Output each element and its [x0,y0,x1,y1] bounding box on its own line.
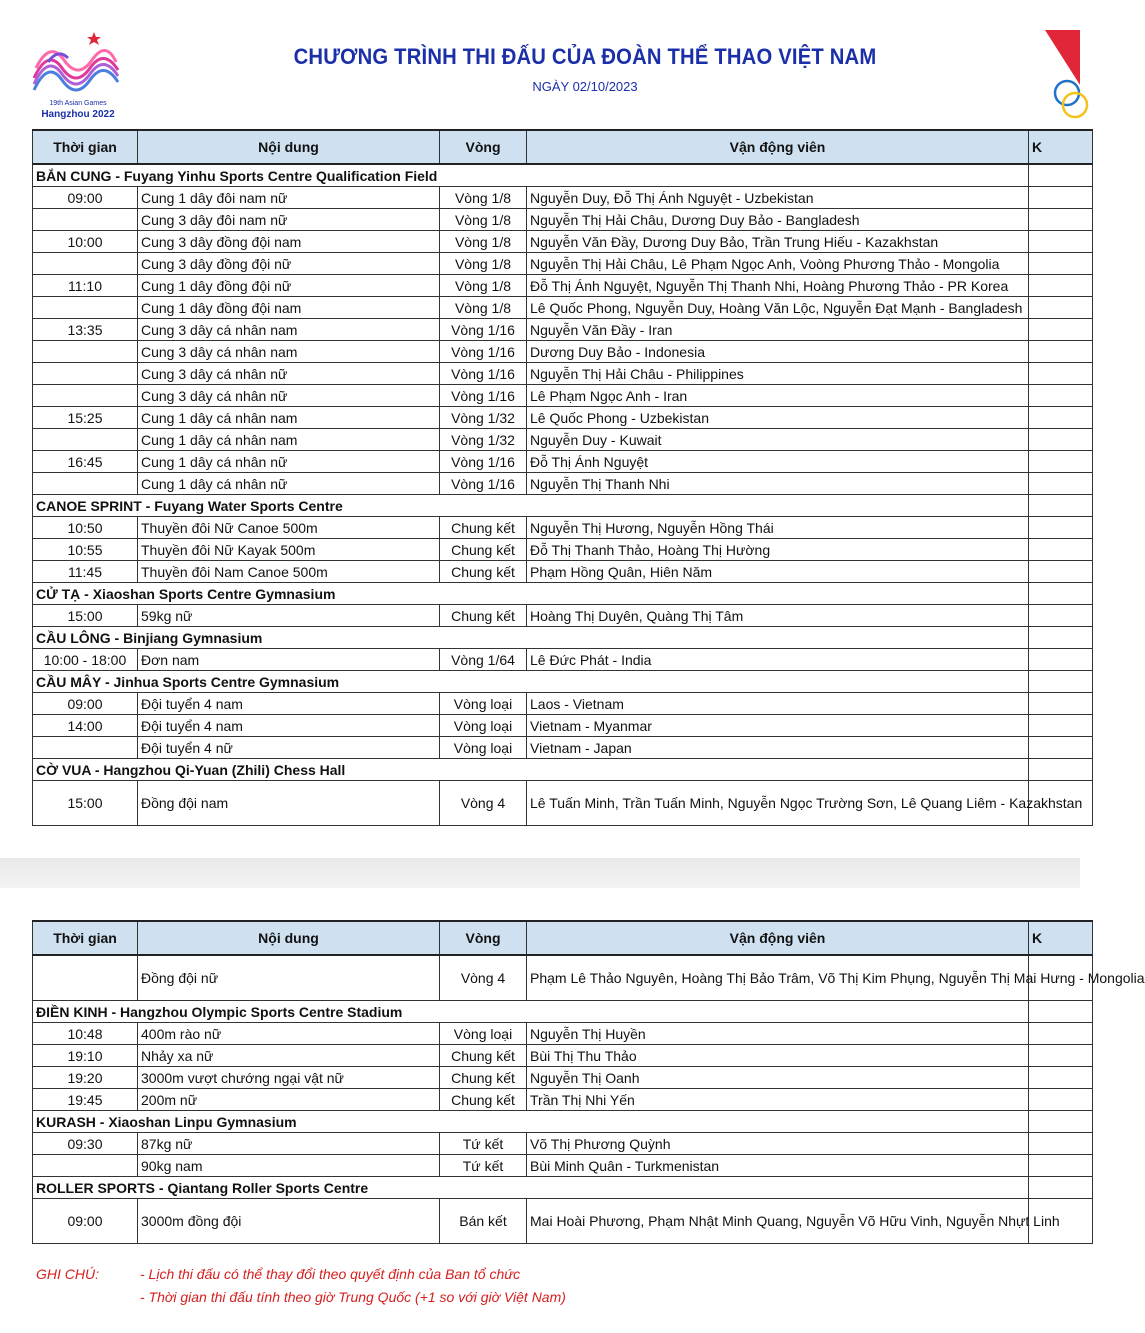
round-cell: Vòng 1/16 [440,341,527,363]
section-title: BẮN CUNG - Fuyang Yinhu Sports Centre Qualification Field [33,164,1029,187]
athletes-cell: Nguyễn Thị Hương, Nguyễn Hồng Thái [527,517,1029,539]
olympic-committee-logo [1045,25,1080,125]
table-row [33,451,1093,473]
k-cell [1029,253,1093,275]
round-cell: Vòng 1/8 [440,275,527,297]
event-cell: Đơn nam [138,649,440,671]
k-cell [1029,275,1093,297]
table-row [33,407,1093,429]
k-cell [1029,1155,1093,1177]
k-cell [1029,583,1093,605]
round-cell: Tứ kết [440,1155,527,1177]
event-cell: 400m rào nữ [138,1023,440,1045]
event-cell: 3000m đồng đội [138,1199,440,1244]
athletes-cell: Lê Đức Phát - India [527,649,1029,671]
event-cell: Cung 3 dây đồng đội nữ [138,253,440,275]
header-event: Nội dung [138,130,440,164]
athletes-cell: Laos - Vietnam [527,693,1029,715]
athletes-cell: Trần Thị Nhi Yến [527,1089,1029,1111]
round-cell: Vòng 1/8 [440,209,527,231]
k-cell [1029,1023,1093,1045]
time-cell [33,385,138,407]
table-row [33,1067,1093,1089]
round-cell: Chung kết [440,539,527,561]
athletes-cell: Nguyễn Thị Hải Châu - Philippines [527,363,1029,385]
event-cell: 87kg nữ [138,1133,440,1155]
page-date: NGÀY 02/10/2023 [532,79,638,94]
event-cell: Cung 3 dây cá nhân nữ [138,385,440,407]
time-cell: 09:00 [33,187,138,209]
k-cell [1029,517,1093,539]
k-cell [1029,1177,1093,1199]
time-cell: 10:48 [33,1023,138,1045]
round-cell: Vòng 1/64 [440,649,527,671]
event-cell: Cung 1 dây cá nhân nam [138,429,440,451]
k-cell [1029,1133,1093,1155]
round-cell: Vòng 4 [440,955,527,1001]
time-cell [33,737,138,759]
time-cell [33,429,138,451]
page-title: CHƯƠNG TRÌNH THI ĐẤU CỦA ĐOÀN THỂ THAO VIỆT NAM [293,44,877,69]
k-cell [1029,561,1093,583]
k-cell [1029,187,1093,209]
event-cell: Cung 1 dây cá nhân nữ [138,451,440,473]
athletes-cell: Lê Tuấn Minh, Trần Tuấn Minh, Nguyễn Ngọc Trường Sơn, Lê Quang Liêm - Kazakhstan [527,781,1029,826]
time-cell: 11:45 [33,561,138,583]
header-round: Vòng [440,130,527,164]
time-cell: 15:25 [33,407,138,429]
section-title: ROLLER SPORTS - Qiantang Roller Sports Centre [33,1177,1029,1199]
k-cell [1029,715,1093,737]
time-cell: 14:00 [33,715,138,737]
header-time: Thời gian [33,921,138,955]
schedule-table-1 [32,129,1093,826]
note-line-2: - Thời gian thi đấu tính theo giờ Trung Quốc (+1 so với giờ Việt Nam) [140,1289,566,1305]
section-row [33,1111,1093,1133]
athletes-cell: Mai Hoài Phương, Phạm Nhật Minh Quang, Nguyễn Võ Hữu Vinh, Nguyễn Nhựt Linh [527,1199,1029,1244]
table-row [33,209,1093,231]
athletes-cell: Nguyễn Thị Oanh [527,1067,1029,1089]
table-header [33,130,1093,164]
time-cell [33,253,138,275]
event-cell: 3000m vượt chướng ngại vật nữ [138,1067,440,1089]
round-cell: Vòng 1/16 [440,363,527,385]
header-round: Vòng [440,921,527,955]
header-time: Thời gian [33,130,138,164]
round-cell: Vòng 1/8 [440,253,527,275]
event-cell: Cung 3 dây cá nhân nam [138,341,440,363]
table-row [33,363,1093,385]
time-cell: 19:10 [33,1045,138,1067]
table-row [33,605,1093,627]
k-cell [1029,407,1093,429]
k-cell [1029,451,1093,473]
athletes-cell: Lê Quốc Phong - Uzbekistan [527,407,1029,429]
table-row [33,385,1093,407]
k-cell [1029,473,1093,495]
section-title: CẦU LÔNG - Binjiang Gymnasium [33,627,1029,649]
section-row [33,495,1093,517]
athletes-cell: Đỗ Thị Thanh Thảo, Hoàng Thị Hường [527,539,1029,561]
section-title: CỜ VUA - Hangzhou Qi-Yuan (Zhili) Chess Hall [33,759,1029,781]
round-cell: Chung kết [440,561,527,583]
event-cell: Cung 3 dây cá nhân nam [138,319,440,341]
athletes-cell: Võ Thị Phương Quỳnh [527,1133,1029,1155]
section-title: KURASH - Xiaoshan Linpu Gymnasium [33,1111,1029,1133]
note-line-1: - Lịch thi đấu có thể thay đổi theo quyết định của Ban tổ chức [140,1266,521,1282]
schedule-table-2 [32,920,1145,1244]
k-cell [1029,341,1093,363]
logo-small-text: 19th Asian Games [49,100,107,107]
section-row [33,1177,1093,1199]
k-cell [1029,1111,1093,1133]
table-row [33,1045,1093,1067]
table-row [33,781,1093,826]
round-cell: Vòng 1/32 [440,429,527,451]
round-cell: Vòng 1/8 [440,297,527,319]
k-cell [1029,297,1093,319]
round-cell: Vòng loại [440,715,527,737]
time-cell: 10:00 - 18:00 [33,649,138,671]
table-row [33,737,1093,759]
section-row [33,583,1093,605]
athletes-cell: Nguyễn Thị Huyền [527,1023,1029,1045]
athletes-cell: Vietnam - Japan [527,737,1029,759]
k-cell [1029,759,1093,781]
section-row [33,759,1093,781]
k-cell [1029,429,1093,451]
table-row [33,187,1093,209]
table-row [33,341,1093,363]
event-cell: Đội tuyển 4 nam [138,715,440,737]
round-cell: Vòng 1/8 [440,187,527,209]
k-cell [1029,693,1093,715]
section-row [33,164,1093,187]
event-cell: Cung 1 dây đồng đội nam [138,297,440,319]
section-title: CANOE SPRINT - Fuyang Water Sports Centre [33,495,1029,517]
time-cell: 19:45 [33,1089,138,1111]
athletes-cell: Lê Quốc Phong, Nguyễn Duy, Hoàng Văn Lộc, Nguyễn Đạt Mạnh - Bangladesh [527,297,1029,319]
athletes-cell: Nguyễn Duy - Kuwait [527,429,1029,451]
time-cell [33,209,138,231]
table-row [33,275,1093,297]
round-cell: Vòng 4 [440,781,527,826]
header-athletes: Vận động viên [527,130,1029,164]
table-row [33,319,1093,341]
round-cell: Chung kết [440,517,527,539]
k-cell [1029,649,1093,671]
section-title: CẦU MÂY - Jinhua Sports Centre Gymnasium [33,671,1029,693]
k-cell [1029,231,1093,253]
page-separator [0,858,1080,888]
athletes-cell: Vietnam - Myanmar [527,715,1029,737]
round-cell: Chung kết [440,1067,527,1089]
round-cell: Chung kết [440,1045,527,1067]
k-cell [1029,363,1093,385]
table-row [33,1133,1093,1155]
time-cell: 10:00 [33,231,138,253]
athletes-cell: Bùi Minh Quân - Turkmenistan [527,1155,1029,1177]
event-cell: 200m nữ [138,1089,440,1111]
k-cell [1029,319,1093,341]
round-cell: Vòng loại [440,1023,527,1045]
section-row [33,627,1093,649]
time-cell: 15:00 [33,781,138,826]
k-cell [1029,1045,1093,1067]
athletes-cell: Nguyễn Duy, Đỗ Thị Ánh Nguyệt - Uzbekistan [527,187,1029,209]
k-cell [1029,209,1093,231]
event-cell: Cung 1 dây đồng đội nữ [138,275,440,297]
time-cell: 09:00 [33,693,138,715]
event-cell: 59kg nữ [138,605,440,627]
header-event: Nội dung [138,921,440,955]
table-row [33,517,1093,539]
event-cell: Thuyền đôi Nữ Kayak 500m [138,539,440,561]
round-cell: Chung kết [440,1089,527,1111]
table-row [33,297,1093,319]
table-row [33,473,1093,495]
section-row [33,1001,1093,1023]
time-cell: 15:00 [33,605,138,627]
k-cell [1029,1089,1093,1111]
time-cell: 16:45 [33,451,138,473]
k-cell [1029,605,1093,627]
k-cell [1029,671,1093,693]
notes-label: GHI CHÚ: [36,1266,99,1282]
k-cell [1029,164,1093,187]
table-header [33,921,1093,955]
event-cell: Nhảy xa nữ [138,1045,440,1067]
athletes-cell: Nguyễn Thị Thanh Nhi [527,473,1029,495]
time-cell: 09:00 [33,1199,138,1244]
athletes-cell: Đỗ Thị Ánh Nguyệt [527,451,1029,473]
time-cell: 10:55 [33,539,138,561]
time-cell [33,341,138,363]
round-cell: Vòng 1/16 [440,473,527,495]
event-cell: Đội tuyển 4 nữ [138,737,440,759]
time-cell [33,297,138,319]
event-cell: Cung 3 dây đồng đội nam [138,231,440,253]
time-cell: 11:10 [33,275,138,297]
k-cell [1029,539,1093,561]
k-cell [1029,627,1093,649]
athletes-cell: Bùi Thị Thu Thảo [527,1045,1029,1067]
table-row [33,693,1093,715]
event-cell: Cung 3 dây đôi nam nữ [138,209,440,231]
time-cell: 09:30 [33,1133,138,1155]
round-cell: Vòng loại [440,737,527,759]
event-cell: Đội tuyển 4 nam [138,693,440,715]
time-cell: 19:20 [33,1067,138,1089]
header-athletes: Vận động viên [527,921,1029,955]
athletes-cell: Lê Phạm Ngọc Anh - Iran [527,385,1029,407]
time-cell: 10:50 [33,517,138,539]
time-cell [33,1155,138,1177]
k-cell [1029,495,1093,517]
event-cell: Cung 1 dây đôi nam nữ [138,187,440,209]
table-row [33,539,1093,561]
athletes-cell: Phạm Hồng Quân, Hiên Năm [527,561,1029,583]
table-row [33,561,1093,583]
table-row [33,1155,1093,1177]
round-cell: Vòng 1/32 [440,407,527,429]
round-cell: Vòng 1/16 [440,385,527,407]
table-row [33,253,1093,275]
event-cell: Đồng đội nữ [138,955,440,1001]
time-cell [33,955,138,1001]
table-row [33,231,1093,253]
round-cell: Vòng 1/16 [440,451,527,473]
k-cell [1029,1067,1093,1089]
athletes-cell: Hoàng Thị Duyên, Quàng Thị Tâm [527,605,1029,627]
k-cell [1029,385,1093,407]
logo-big-text: Hangzhou 2022 [41,109,115,120]
event-cell: Cung 1 dây cá nhân nam [138,407,440,429]
time-cell: 13:35 [33,319,138,341]
event-cell: 90kg nam [138,1155,440,1177]
round-cell: Bán kết [440,1199,527,1244]
athletes-cell: Nguyễn Văn Đầy, Dương Duy Bảo, Trần Trung Hiếu - Kazakhstan [527,231,1029,253]
athletes-cell: Phạm Lê Thảo Nguyên, Hoàng Thị Bảo Trâm, Võ Thị Kim Phụng, Nguyễn Thị Mai Hưng - Mongolia [527,955,1029,1001]
event-cell: Cung 1 dây cá nhân nữ [138,473,440,495]
athletes-cell: Nguyễn Văn Đầy - Iran [527,319,1029,341]
table-row [33,649,1093,671]
athletes-cell: Nguyễn Thị Hải Châu, Lê Phạm Ngọc Anh, Voòng Phương Thảo - Mongolia [527,253,1029,275]
athletes-cell: Dương Duy Bảo - Indonesia [527,341,1029,363]
table-row [33,955,1093,1001]
table-row [33,1089,1093,1111]
event-cell: Thuyền đôi Nữ Canoe 500m [138,517,440,539]
athletes-cell: Nguyễn Thị Hải Châu, Dương Duy Bảo - Bangladesh [527,209,1029,231]
section-row [33,671,1093,693]
event-cell: Thuyền đôi Nam Canoe 500m [138,561,440,583]
table-row [33,429,1093,451]
header-k: K [1029,130,1093,164]
section-title: CỬ TẠ - Xiaoshan Sports Centre Gymnasium [33,583,1029,605]
round-cell: Chung kết [440,605,527,627]
round-cell: Vòng 1/8 [440,231,527,253]
k-cell [1029,1001,1093,1023]
time-cell [33,363,138,385]
event-cell: Cung 3 dây cá nhân nữ [138,363,440,385]
athletes-cell: Đỗ Thị Ánh Nguyệt, Nguyễn Thị Thanh Nhi, Hoàng Phương Thảo - PR Korea [527,275,1029,297]
table-row [33,1199,1093,1244]
event-cell: Đồng đội nam [138,781,440,826]
round-cell: Tứ kết [440,1133,527,1155]
round-cell: Vòng 1/16 [440,319,527,341]
table-row [33,1023,1093,1045]
round-cell: Vòng loại [440,693,527,715]
k-cell [1029,737,1093,759]
time-cell [33,473,138,495]
table-row [33,715,1093,737]
header-k: K [1029,921,1093,955]
section-title: ĐIỀN KINH - Hangzhou Olympic Sports Centre Stadium [33,1001,1029,1023]
